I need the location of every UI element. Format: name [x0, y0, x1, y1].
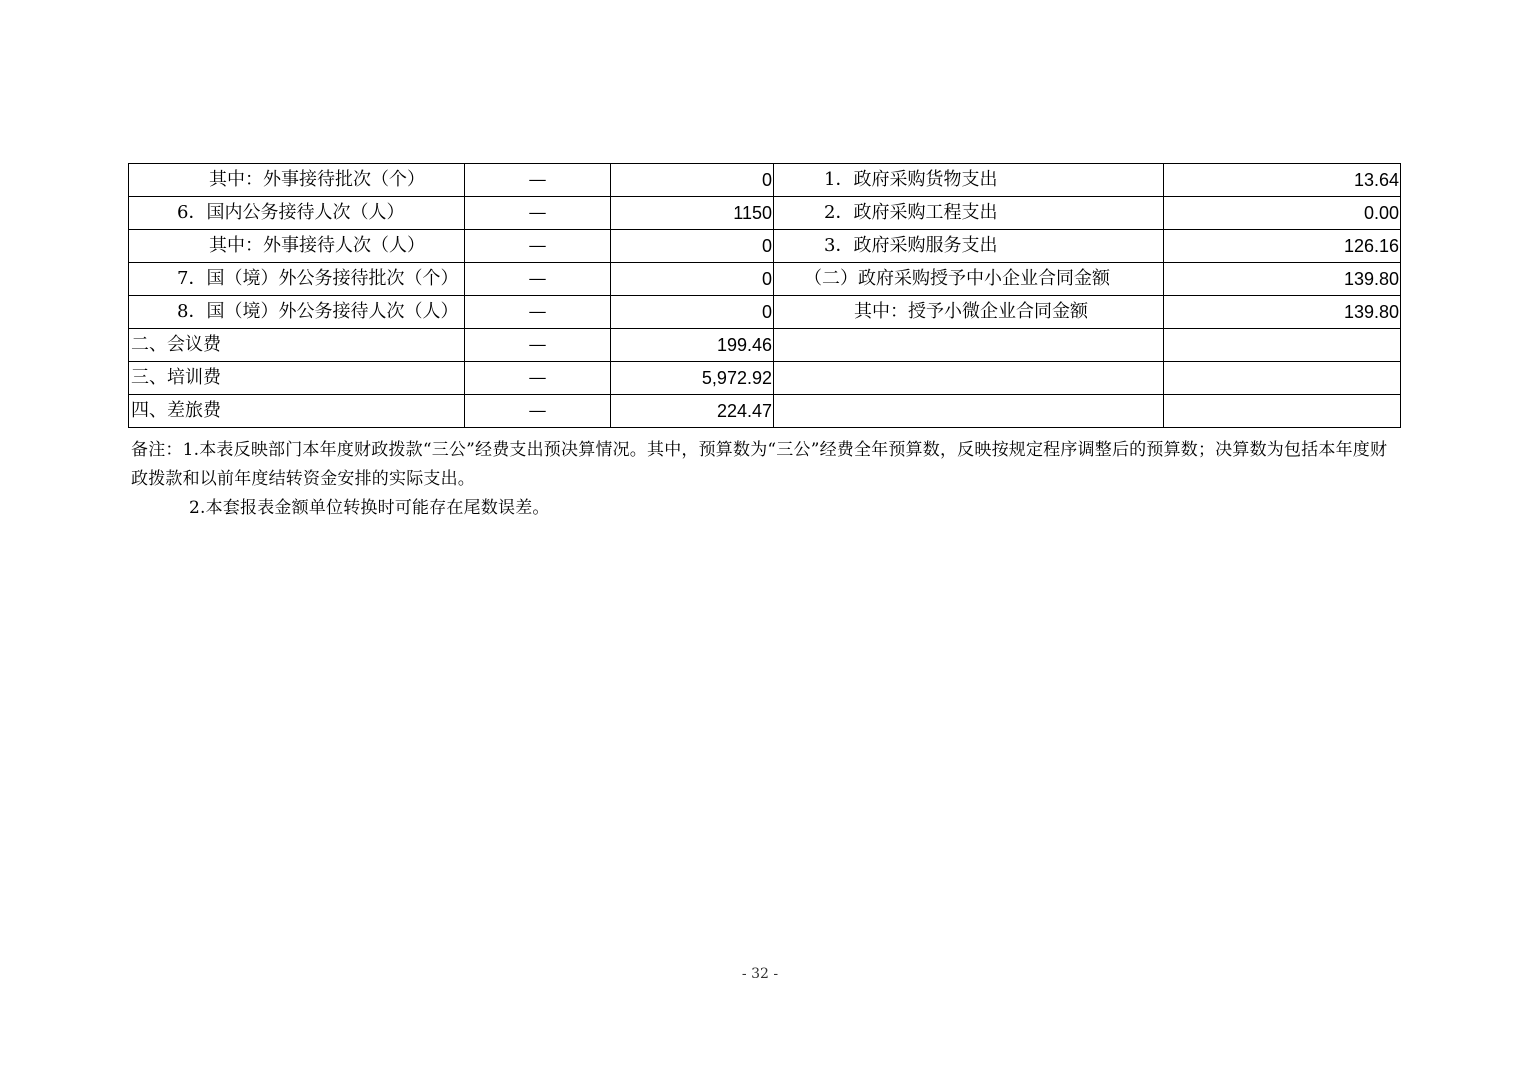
table-row — [129, 296, 1401, 329]
row-right-value: 126.16 — [1164, 230, 1401, 263]
note-1: 备注：1.本表反映部门本年度财政拨款“三公”经费支出预决算情况。其中，预算数为“三公”经费全年预算数，反映按规定程序调整后的预算数；决算数为包括本年度财政拨款和以前年度结转资金安排的实际支出。 — [131, 440, 1388, 489]
table-body — [129, 164, 1401, 428]
row-right-value: 13.64 — [1164, 164, 1401, 197]
row-right-label — [774, 362, 1164, 395]
row-value: 0 — [611, 296, 774, 329]
table-row — [129, 197, 1401, 230]
row-right-label: （二）政府采购授予中小企业合同金额 — [774, 263, 1164, 296]
row-dash: — — [465, 362, 611, 395]
row-label: 其中：外事接待批次（个） — [129, 164, 465, 197]
row-value: 224.47 — [611, 395, 774, 428]
row-label: 6．国内公务接待人次（人） — [129, 197, 465, 230]
note-2: 2.本套报表金额单位转换时可能存在尾数误差。 — [189, 498, 550, 518]
row-right-value — [1164, 395, 1401, 428]
row-right-label: 1．政府采购货物支出 — [774, 164, 1164, 197]
row-dash: — — [465, 230, 611, 263]
row-value: 1150 — [611, 197, 774, 230]
table-row — [129, 263, 1401, 296]
row-label: 8．国（境）外公务接待人次（人） — [129, 296, 465, 329]
row-right-value — [1164, 362, 1401, 395]
row-right-label: 3．政府采购服务支出 — [774, 230, 1164, 263]
row-label: 三、培训费 — [129, 362, 465, 395]
row-right-value — [1164, 329, 1401, 362]
table-row — [129, 362, 1401, 395]
expenditure-table — [128, 163, 1401, 428]
row-dash: — — [465, 296, 611, 329]
row-value: 0 — [611, 164, 774, 197]
row-label: 其中：外事接待人次（人） — [129, 230, 465, 263]
row-right-label: 2．政府采购工程支出 — [774, 197, 1164, 230]
table-row — [129, 395, 1401, 428]
row-label: 二、会议费 — [129, 329, 465, 362]
row-right-value: 0.00 — [1164, 197, 1401, 230]
table-row — [129, 164, 1401, 197]
row-right-label — [774, 329, 1164, 362]
table-row — [129, 329, 1401, 362]
row-value: 199.46 — [611, 329, 774, 362]
row-dash: — — [465, 197, 611, 230]
table-row — [129, 230, 1401, 263]
row-right-label: 其中：授予小微企业合同金额 — [774, 296, 1164, 329]
row-value: 0 — [611, 263, 774, 296]
page-number: - 32 - — [741, 966, 779, 982]
notes — [131, 436, 1403, 523]
row-dash: — — [465, 164, 611, 197]
row-value: 0 — [611, 230, 774, 263]
row-right-value: 139.80 — [1164, 263, 1401, 296]
row-dash: — — [465, 263, 611, 296]
row-right-value: 139.80 — [1164, 296, 1401, 329]
row-dash: — — [465, 395, 611, 428]
row-dash: — — [465, 329, 611, 362]
row-label: 7．国（境）外公务接待批次（个） — [129, 263, 465, 296]
row-right-label — [774, 395, 1164, 428]
row-value: 5,972.92 — [611, 362, 774, 395]
row-label: 四、差旅费 — [129, 395, 465, 428]
